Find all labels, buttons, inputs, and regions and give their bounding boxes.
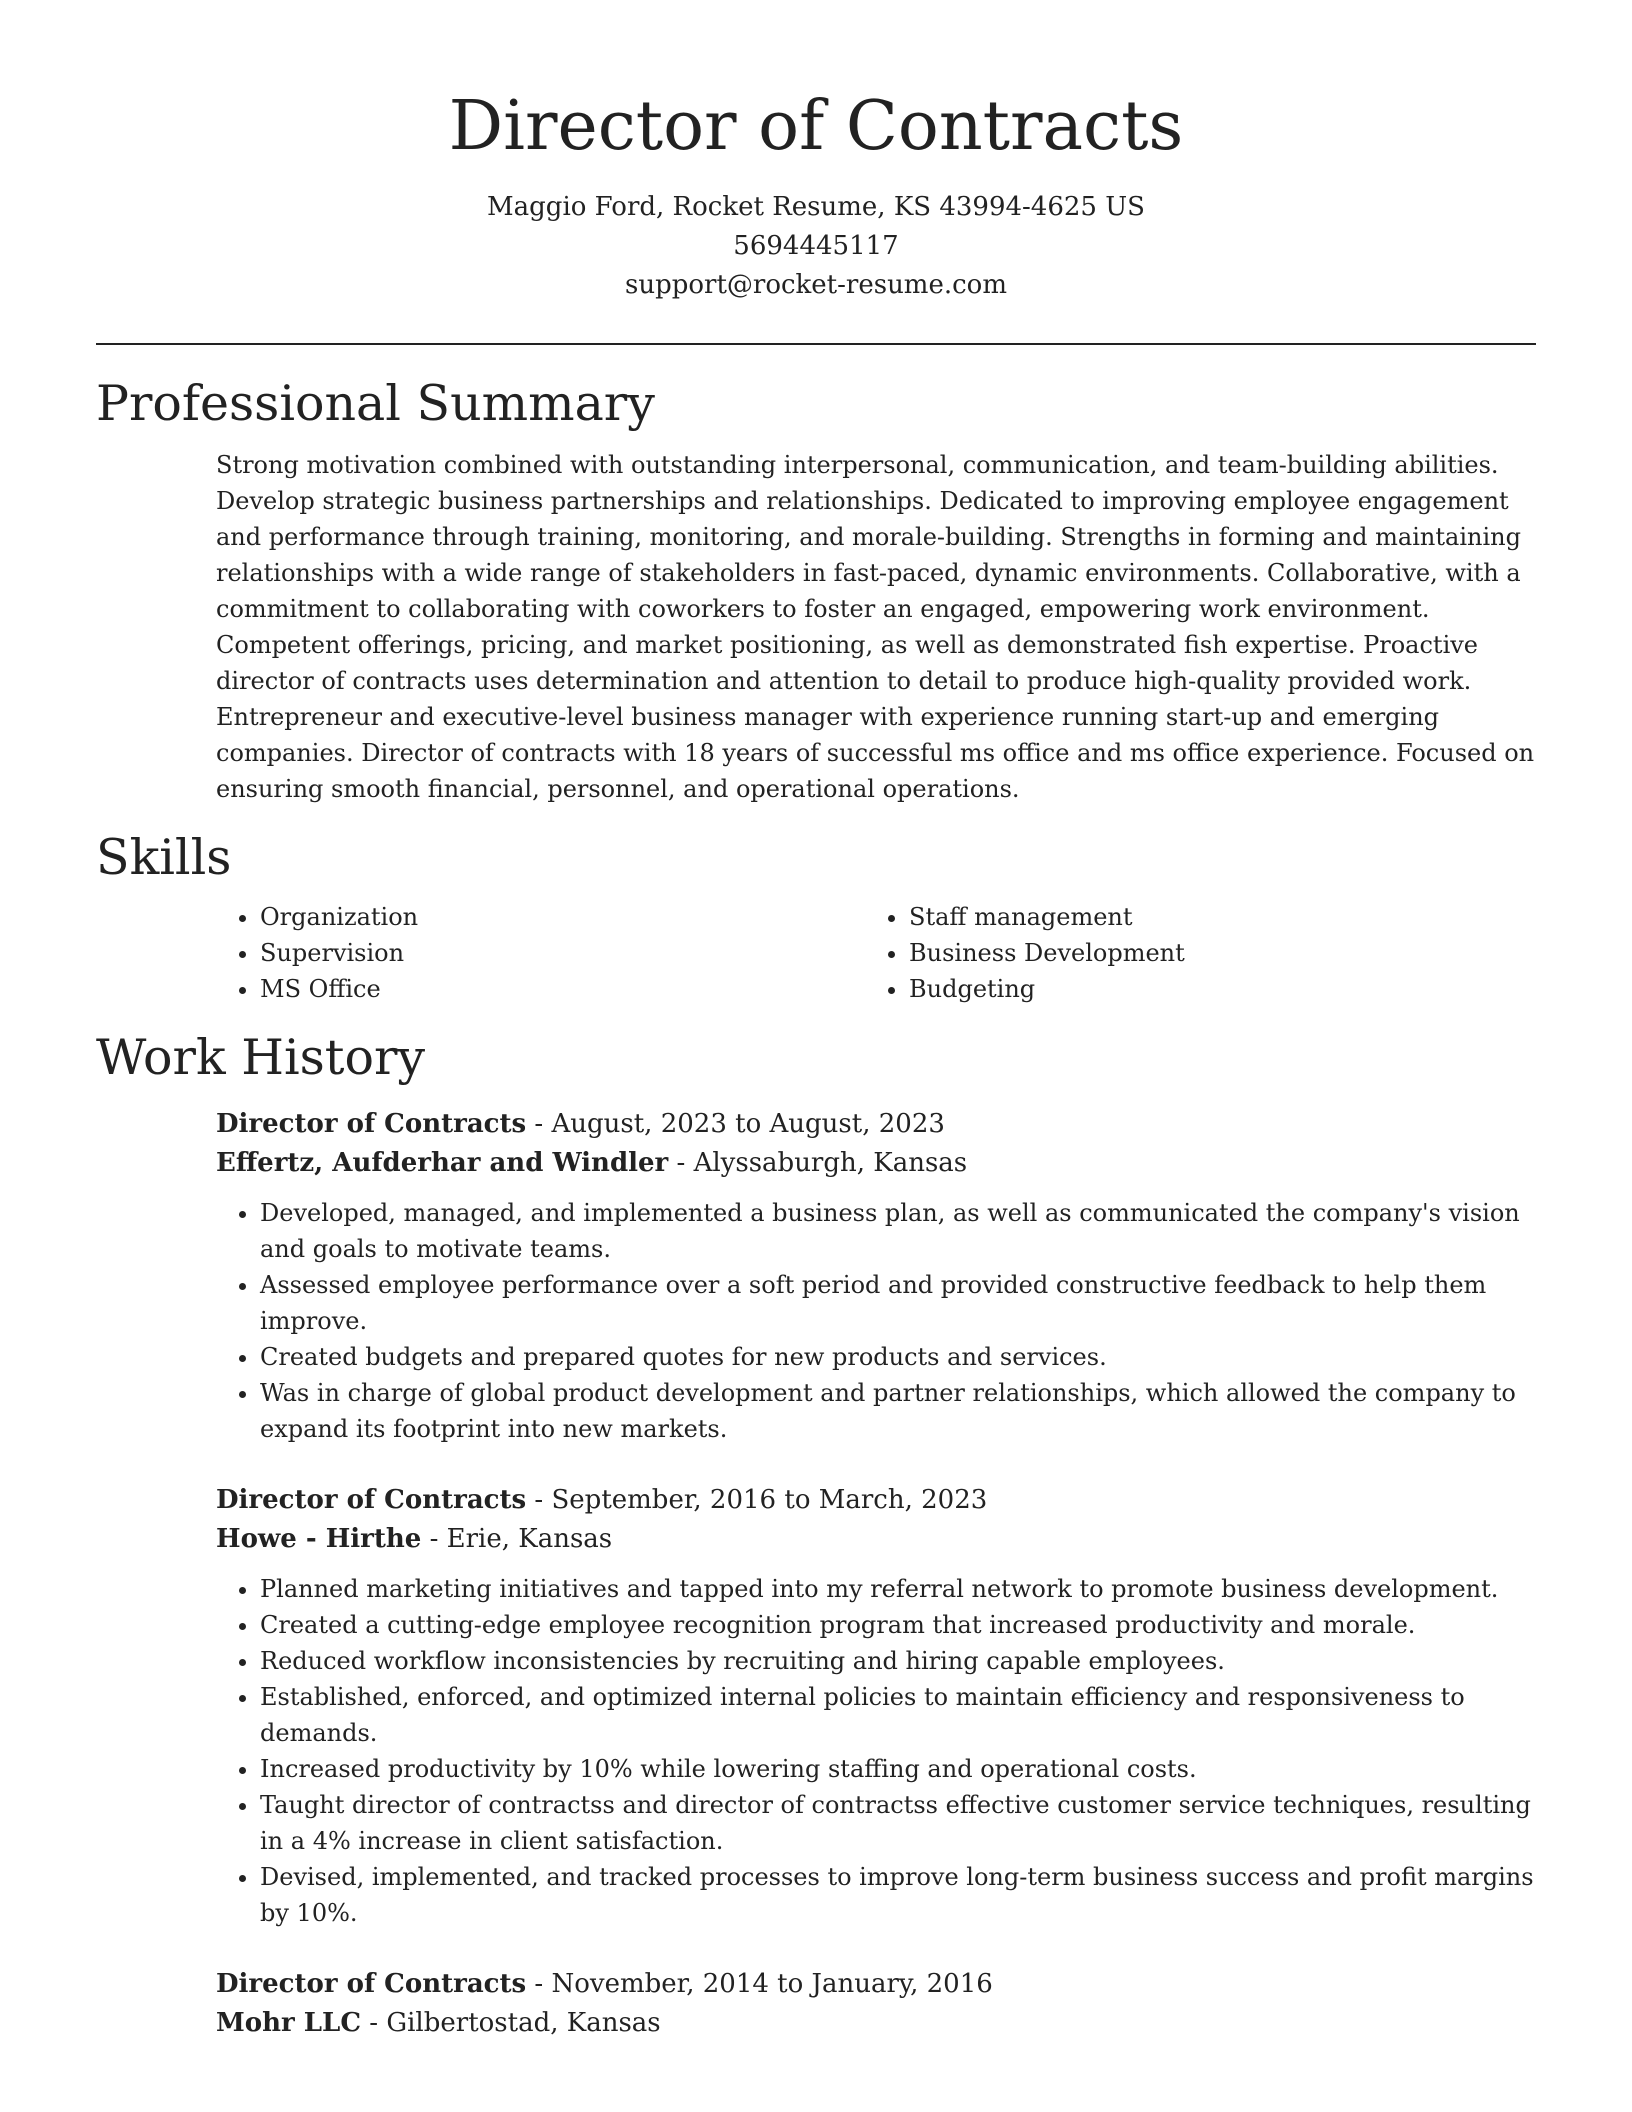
job-entry: [216, 1105, 1536, 1447]
skills-heading: Skills: [96, 829, 232, 886]
resume-page: [96, 0, 1536, 2043]
job-bullet: • Increased productivity by 10% while lowering staffing and operational costs.: [260, 1751, 1536, 1787]
job-bullet: • Reduced workflow inconsistencies by recruiting and hiring capable employees.: [260, 1643, 1536, 1679]
job-bullets: [216, 1571, 1536, 1931]
job-title: Director of Contracts: [216, 1969, 527, 1999]
job-entry: [216, 1965, 1536, 2043]
job-bullet: • Planned marketing initiatives and tapped into my referral network to promote business development.: [260, 1571, 1536, 1607]
resume-title: Director of Contracts: [448, 87, 1184, 166]
job-company-line: [216, 2004, 1536, 2043]
job-bullets: [216, 1195, 1536, 1447]
job-title-line: [216, 1965, 1536, 2004]
summary-section: [96, 373, 1536, 807]
job-location: - Erie, Kansas: [421, 1524, 613, 1554]
skills-section: [96, 827, 1536, 1007]
job-location: - Gilbertostad, Kansas: [361, 2008, 661, 2038]
job-bullet: • Was in charge of global product development and partner relationships, which allowed the company to expand its footprint into new markets.: [260, 1375, 1536, 1447]
summary-text: Strong motivation combined with outstanding interpersonal, communication, and team-building abilities. Develop strategic business partnerships and relationships. Dedicated to improving employee engagement and performance through training, monitoring, and morale-building. Strengths in forming and maintaining relationships with a wide range of stakeholders in fast-paced, dynamic environments. Collaborative, with a commitment to collaborating with coworkers to foster an engaged, empowering work environment. Competent offerings, pricing, and market positioning, as well as demonstrated fish expertise. Proactive director of contracts uses determination and attention to detail to produce high-quality provided work. Entrepreneur and executive-level business manager with experience running start-up and emerging companies. Director of contracts with 18 years of successful ms office and ms office experience. Focused on ensuring smooth financial, personnel, and operational operations.: [216, 451, 1535, 803]
skill-item: • Business Development: [909, 935, 1514, 971]
skill-item: • MS Office: [260, 971, 865, 1007]
job-company: Mohr LLC: [216, 2008, 362, 2038]
work-history-section: [96, 1027, 1536, 2043]
job-bullet: • Assessed employee performance over a soft period and provided constructive feedback to help them improve.: [260, 1267, 1536, 1339]
contact-address: Maggio Ford, Rocket Resume, KS 43994-4625 US: [487, 192, 1145, 222]
contact-phone: 5694445117: [733, 231, 899, 261]
skill-item: • Budgeting: [909, 971, 1514, 1007]
job-title-line: [216, 1105, 1536, 1144]
job-company-line: [216, 1144, 1536, 1183]
skill-item: • Organization: [260, 899, 865, 935]
job-location: - Alyssaburgh, Kansas: [668, 1148, 968, 1178]
contact-block: [96, 188, 1536, 305]
summary-heading: Professional Summary: [96, 375, 655, 432]
skill-item: • Staff management: [909, 899, 1514, 935]
work-history-heading: Work History: [96, 1029, 426, 1086]
job-company-line: [216, 1520, 1536, 1559]
job-entry: [216, 1481, 1536, 1931]
job-title: Director of Contracts: [216, 1485, 527, 1515]
skills-columns: [216, 899, 1536, 1007]
job-dates: - September, 2016 to March, 2023: [526, 1485, 988, 1515]
job-company: Effertz, Aufderhar and Windler: [216, 1148, 669, 1178]
skills-list-right: [865, 899, 1514, 1007]
job-company: Howe - Hirthe: [216, 1524, 422, 1554]
job-dates: - November, 2014 to January, 2016: [526, 1969, 993, 1999]
skills-list-left: [216, 899, 865, 1007]
job-bullet: • Developed, managed, and implemented a business plan, as well as communicated the company's vision and goals to motivate teams.: [260, 1195, 1536, 1267]
job-bullet: • Created a cutting-edge employee recognition program that increased productivity and morale.: [260, 1607, 1536, 1643]
job-bullet: • Established, enforced, and optimized internal policies to maintain efficiency and responsiveness to demands.: [260, 1679, 1536, 1751]
job-title-line: [216, 1481, 1536, 1520]
header-divider: [96, 343, 1536, 345]
job-bullet: • Devised, implemented, and tracked processes to improve long-term business success and profit margins by 10%.: [260, 1859, 1536, 1931]
job-title: Director of Contracts: [216, 1109, 527, 1139]
contact-email: support@rocket-resume.com: [624, 270, 1007, 300]
job-bullet: • Taught director of contractss and director of contractss effective customer service techniques, resulting in a 4% increase in client satisfaction.: [260, 1787, 1536, 1859]
job-dates: - August, 2023 to August, 2023: [526, 1109, 945, 1139]
skill-item: • Supervision: [260, 935, 865, 971]
job-bullet: • Created budgets and prepared quotes for new products and services.: [260, 1339, 1536, 1375]
resume-header: [96, 0, 1536, 305]
